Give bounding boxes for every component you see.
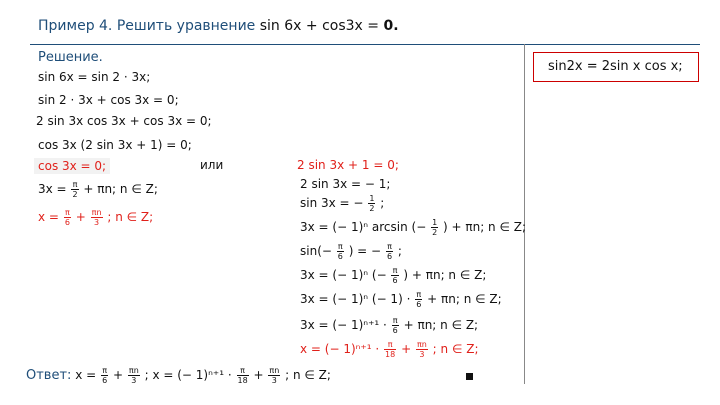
right-line-5: sin(− $\frac{\pi}{6}$ ) = − $\frac{\pi}{6}$ ; bbox=[300, 242, 402, 261]
title-equation: sin 6x + cos3x = bbox=[259, 18, 384, 34]
step-line-1: sin 6x = sin 2 · 3x; bbox=[38, 70, 151, 84]
answer-line: Ответ: x = $\frac{\pi}{6}$ + $\frac{\pi n}{3}$ ; x = (− 1)ⁿ⁺¹ · $\frac{\pi}{18}$ + $\frac{\pi n}{3}$ ; n ∈ Z; bbox=[26, 366, 331, 385]
right-line-8: 3x = (− 1)ⁿ⁺¹ · $\frac{\pi}{6}$ + πn; n ∈ Z; bbox=[300, 316, 479, 335]
right-line-7: 3x = (− 1)ⁿ (− 1) · $\frac{\pi}{6}$ + πn; n ∈ Z; bbox=[300, 290, 502, 309]
hint-box bbox=[533, 52, 699, 82]
right-line-4: 3x = (− 1)ⁿ arcsin (− $\frac{1}{2}$ ) + πn; n ∈ Z; bbox=[300, 218, 527, 237]
right-line-9: x = (− 1)ⁿ⁺¹ · $\frac{\pi}{18}$ + $\frac{\pi n}{3}$ ; n ∈ Z; bbox=[300, 340, 479, 359]
or-word: или bbox=[200, 158, 224, 172]
slide-marker bbox=[466, 373, 473, 380]
solution-label: Решение. bbox=[38, 50, 103, 65]
answer-label: Ответ: bbox=[26, 368, 72, 383]
title-prefix: Пример 4. Решить уравнение bbox=[38, 18, 256, 34]
column-divider bbox=[524, 44, 525, 384]
right-line-3: sin 3x = − $\frac{1}{2}$ ; bbox=[300, 194, 385, 213]
page-title bbox=[38, 18, 399, 34]
step-line-4: cos 3x (2 sin 3x + 1) = 0; bbox=[38, 138, 192, 152]
title-zero: 0. bbox=[383, 18, 399, 34]
right-line-6: 3x = (− 1)ⁿ (− $\frac{\pi}{6}$ ) + πn; n ∈ Z; bbox=[300, 266, 487, 285]
hint-formula: sin2x = 2sin x cos x; bbox=[548, 59, 683, 74]
step-line-2: sin 2 · 3x + cos 3x = 0; bbox=[38, 93, 179, 107]
right-line-2: 2 sin 3x = − 1; bbox=[300, 177, 391, 191]
step-line-5: cos 3x = 0; bbox=[34, 158, 110, 174]
right-line-1: 2 sin 3x + 1 = 0; bbox=[297, 158, 399, 172]
title-divider bbox=[30, 44, 700, 45]
step-line-6: 3x = $\frac{\pi}{2}$ + πn; n ∈ Z; bbox=[38, 180, 158, 199]
step-line-3: 2 sin 3x cos 3x + cos 3x = 0; bbox=[36, 114, 212, 128]
step-line-7: x = $\frac{\pi}{6}$ + $\frac{\pi n}{3}$ ; n ∈ Z; bbox=[38, 208, 154, 227]
